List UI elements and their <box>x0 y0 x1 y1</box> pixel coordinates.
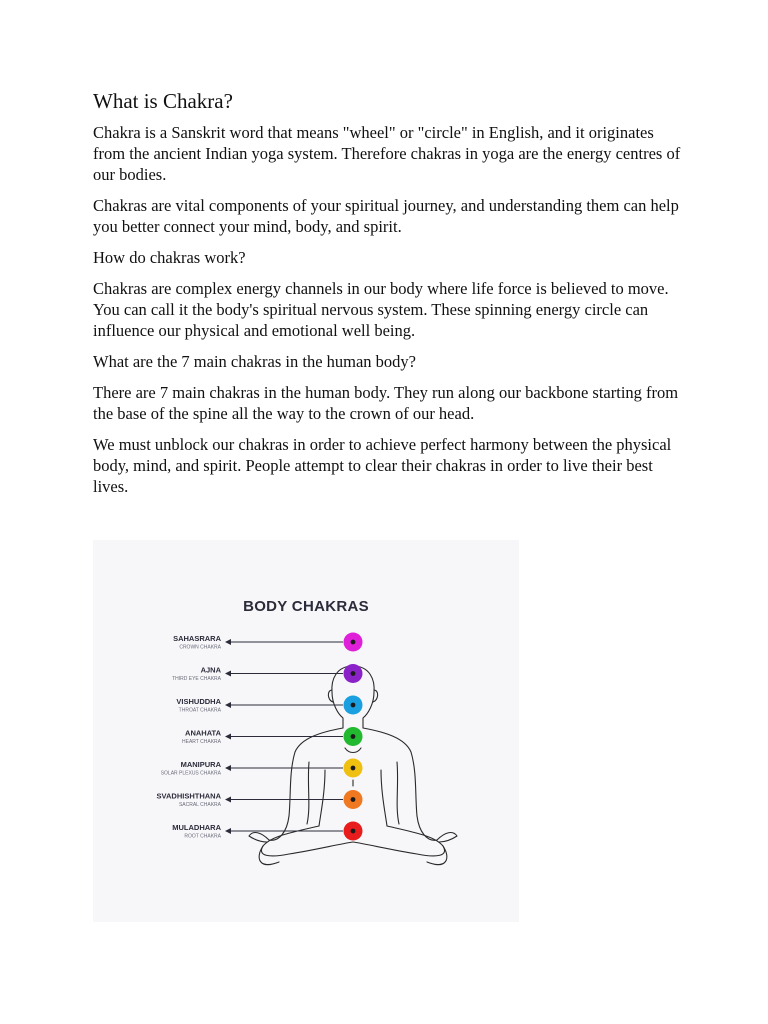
chakra-dot-center <box>351 734 356 739</box>
paragraph-journey: Chakras are vital components of your spiritual journey, and understanding them can help you better connect your mind, body, and spirit. <box>93 196 679 236</box>
chakra-row-sahasrara <box>173 633 362 652</box>
paragraph-unblock: We must unblock our chakras in order to achieve perfect harmony between the physical body, mind, and spirit. People attempt to clear their chakras in order to live their best lives. <box>93 435 672 496</box>
chakra-diagram <box>93 540 519 922</box>
chakra-dot-center <box>351 671 356 676</box>
arrow-icon <box>225 734 231 740</box>
chakra-name: AJNA <box>200 665 221 675</box>
chakra-subtitle: SACRAL CHAKRA <box>178 802 221 808</box>
paragraph-intro: Chakra is a Sanskrit word that means "wheel" or "circle" in English, and it originates from the ancient Indian yoga system. Therefore chakras in yoga are the energy centres of our bodies. <box>93 123 681 184</box>
chakra-subtitle: ROOT CHAKRA <box>184 833 221 840</box>
arrow-icon <box>225 797 231 803</box>
paragraph-backbone: There are 7 main chakras in the human body. They run along our backbone starting from the base of the spine all the way to the crown of our head. <box>93 383 679 423</box>
arrow-icon <box>225 828 231 834</box>
chakra-row-manipura <box>161 759 363 778</box>
arrow-icon <box>225 671 231 677</box>
chakra-row-ajna <box>172 664 362 683</box>
chakra-row-vishuddha <box>176 696 362 715</box>
article-body <box>93 88 683 507</box>
chakra-subtitle: HEART CHAKRA <box>182 739 221 745</box>
chakra-dot-center <box>351 703 356 708</box>
chakra-dot-center <box>351 640 356 645</box>
question-how-work: How do chakras work? <box>93 248 246 267</box>
chakra-dot-center <box>351 766 356 771</box>
chakra-row-muladhara <box>172 822 362 841</box>
chakra-name: VISHUDDHA <box>176 697 221 706</box>
chakra-name: ANAHATA <box>185 728 221 738</box>
chakra-subtitle: THIRD EYE CHAKRA <box>172 676 221 682</box>
chakra-name: MULADHARA <box>172 823 221 832</box>
chakra-subtitle: SOLAR PLEXUS CHAKRA <box>160 770 221 777</box>
chakra-dot-center <box>351 797 356 802</box>
chakra-row-svadhishthana <box>157 790 363 809</box>
chakra-name: SVADHISHTHANA <box>156 791 221 801</box>
chakra-subtitle: CROWN CHAKRA <box>179 644 221 651</box>
paragraph-energy-channels: Chakras are complex energy channels in our body where life force is believed to move. You can call it the body's spiritual nervous system. These spinning energy circle can influence our physical and emotional well being. <box>93 279 669 340</box>
body-chakras-figure <box>93 540 519 922</box>
chakra-subtitle: THROAT CHAKRA <box>178 707 221 714</box>
chakra-name: SAHASRARA <box>173 634 221 643</box>
chakra-dot-center <box>351 829 356 834</box>
arrow-icon <box>225 765 231 771</box>
question-seven-chakras: What are the 7 main chakras in the human body? <box>93 352 417 371</box>
arrow-icon <box>225 639 231 645</box>
chakra-name: MANIPURA <box>180 760 221 769</box>
arrow-icon <box>225 702 231 708</box>
figure-title: BODY CHAKRAS <box>243 598 369 615</box>
page-title: What is Chakra? <box>93 89 233 113</box>
